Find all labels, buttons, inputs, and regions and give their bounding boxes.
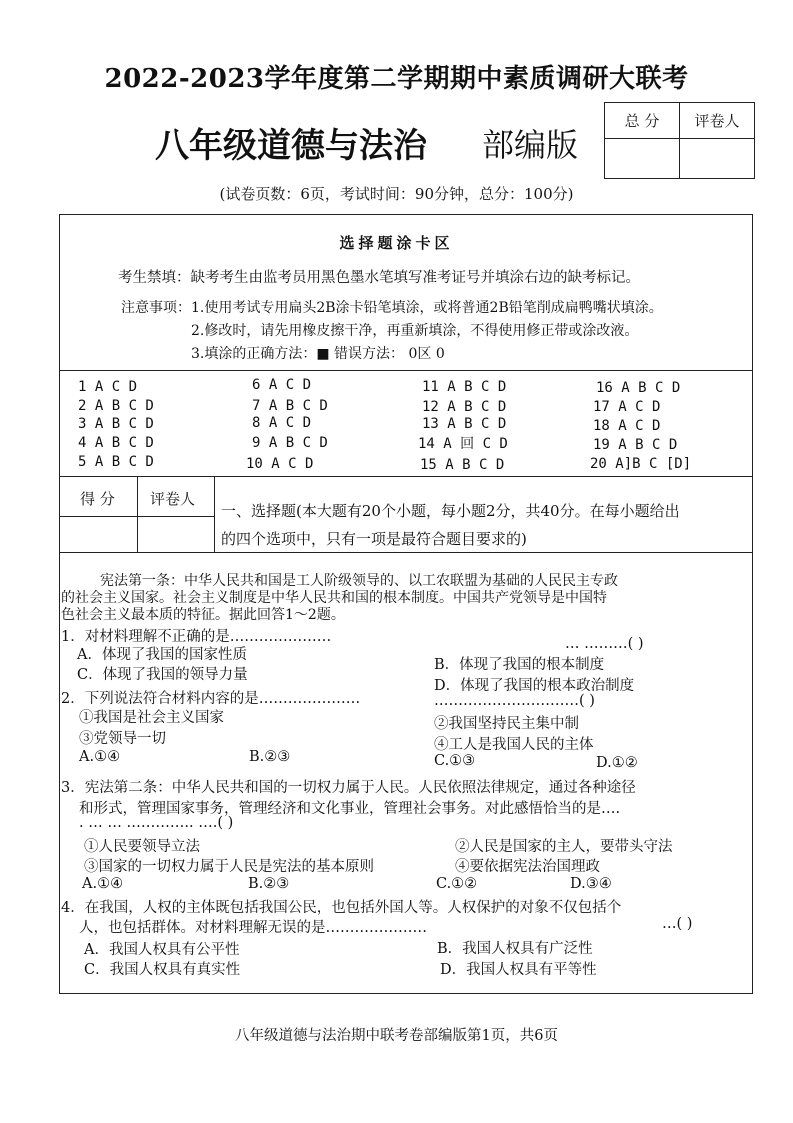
question-2-blank[interactable]: …………………………( ) xyxy=(434,693,595,709)
question-4-blank[interactable]: …( ) xyxy=(662,916,693,932)
answer-row[interactable]: 11 A B C D xyxy=(422,379,507,395)
note-line-2: 2.修改时，请先用橡皮擦干净，再重新填涂，不得使用修正带或涂改液。 xyxy=(191,323,639,339)
question-2-stem: 2．下列说法符合材料内容的是………………… xyxy=(61,691,361,707)
divider-section xyxy=(59,552,752,553)
question-3-line-1: 3．宪法第二条：中华人民共和国的一切权力属于人民。人民依照法律规定，通过各种途径 xyxy=(61,780,636,796)
question-2-option-d[interactable]: D.①② xyxy=(596,755,638,771)
passage-line: 色社会主义最本质的特征。据此回答1～2题。 xyxy=(61,607,345,623)
answer-row[interactable]: 18 A C D xyxy=(593,418,661,434)
answer-row[interactable]: 3 A B C D xyxy=(78,416,154,432)
answer-row[interactable]: 2 A B C D xyxy=(78,398,154,414)
question-1-option-c[interactable]: C．体现了我国的领导力量 xyxy=(77,667,248,683)
question-4-option-c[interactable]: C．我国人权具有真实性 xyxy=(84,962,241,978)
answer-row[interactable]: 4 A B C D xyxy=(78,435,154,451)
answer-row[interactable]: 16 A B C D xyxy=(596,380,681,396)
divider-score-col xyxy=(137,476,138,552)
edition-label: 部编版 xyxy=(482,126,579,164)
question-3-item-3: ③国家的一切权力属于人民是宪法的基本原则 xyxy=(84,859,374,875)
divider-desc-col xyxy=(214,476,215,552)
question-3-option-b[interactable]: B.②③ xyxy=(248,876,290,892)
question-1-stem: 1．对材料理解不正确的是………………… xyxy=(61,629,332,645)
question-3-option-c[interactable]: C.①② xyxy=(436,876,478,892)
question-4-option-b[interactable]: B．我国人权具有广泛性 xyxy=(437,941,593,957)
question-2-option-b[interactable]: B.②③ xyxy=(249,749,291,765)
question-1-option-b[interactable]: B．体现了我国的根本制度 xyxy=(434,657,605,673)
answer-row[interactable]: 9 A B C D xyxy=(252,435,328,451)
total-score-cell[interactable] xyxy=(605,139,680,179)
question-2-item-2: ②我国坚持民主集中制 xyxy=(434,716,579,732)
question-3-option-d[interactable]: D.③④ xyxy=(570,876,612,892)
section-grader-label: 评卷人 xyxy=(150,490,196,508)
answer-row[interactable]: 6 A C D xyxy=(252,377,312,393)
answer-row[interactable]: 14 A 回 C D xyxy=(418,436,508,452)
note-line-1: 注意事项：1.使用考试专用扁头2B涂卡铅笔填涂，或将普通2B铅笔削成扁鸭嘴状填涂。 xyxy=(121,300,663,316)
question-1-blank[interactable]: … ………( ) xyxy=(565,636,644,652)
absence-notice: 考生禁填：缺考考生由监考员用黑色墨水笔填写准考证号并填涂右边的缺考标记。 xyxy=(118,270,640,286)
divider-answers xyxy=(59,476,752,477)
question-3-option-a[interactable]: A.①④ xyxy=(82,876,124,892)
answer-row[interactable]: 10 A C D xyxy=(246,456,314,472)
question-4-line-2: 人，也包括群体。对材料理解无误的是………………… xyxy=(79,920,427,936)
answer-card-title: 选择题涂卡区 xyxy=(339,234,454,252)
grader-cell[interactable] xyxy=(680,139,755,179)
answer-row[interactable]: 8 A C D xyxy=(252,415,312,431)
answer-row[interactable]: 7 A B C D xyxy=(252,398,328,414)
answer-row[interactable]: 17 A C D xyxy=(593,399,661,415)
section-description: 一、选择题(本大题有20个小题，每小题2分，共40分。在每小题给出 xyxy=(221,502,680,520)
answer-row[interactable]: 19 A B C D xyxy=(593,437,678,453)
total-score-label: 总 分 xyxy=(605,103,680,139)
divider-notes xyxy=(59,370,752,371)
question-1-option-d[interactable]: D．体现了我国的根本政治制度 xyxy=(434,678,635,694)
subject-title: 八年级道德与法治 xyxy=(155,126,427,166)
answer-row[interactable]: 1 A C D xyxy=(78,379,138,395)
exam-title: 2022-2023学年度第二学期期中素质调研大联考 xyxy=(104,64,689,94)
answer-row[interactable]: 12 A B C D xyxy=(422,399,507,415)
exam-info: (试卷页数：6页，考试时间：90分钟，总分：100分) xyxy=(219,185,574,203)
answer-row[interactable]: 20 A]B C [D] xyxy=(590,456,692,472)
section-description-cont: 的四个选项中，只有一项是最符合题目要求的) xyxy=(221,530,527,548)
question-2-option-c[interactable]: C.①③ xyxy=(434,753,476,769)
question-4-option-a[interactable]: A．我国人权具有公平性 xyxy=(84,942,240,958)
question-3-blank[interactable]: . … … ………….. ….( ) xyxy=(79,815,234,831)
page-footer: 八年级道德与法治期中联考卷部编版第1页，共6页 xyxy=(235,1028,558,1044)
question-2-item-1: ①我国是社会主义国家 xyxy=(79,710,224,726)
question-3-item-2: ②人民是国家的主人，要带头守法 xyxy=(455,839,673,855)
score-table xyxy=(604,102,755,179)
question-4-option-d[interactable]: D．我国人权具有平等性 xyxy=(440,962,597,978)
question-1-option-a[interactable]: A．体现了我国的国家性质 xyxy=(77,647,247,663)
answer-row[interactable]: 5 A B C D xyxy=(78,454,154,470)
section-score-label: 得 分 xyxy=(80,490,115,508)
question-3-line-2: 和形式，管理国家事务，管理经济和文化事业，管理社会事务。对此感悟恰当的是…. xyxy=(79,801,621,817)
answer-row[interactable]: 13 A B C D xyxy=(422,416,507,432)
passage-line: 的社会主义国家。社会主义制度是中华人民共和国的根本制度。中国共产党领导是中国特 xyxy=(61,590,607,606)
question-2-item-3: ③党领导一切 xyxy=(79,731,166,747)
question-3-item-4: ④要依据宪法治国理政 xyxy=(455,859,600,875)
grader-label: 评卷人 xyxy=(680,103,755,139)
question-3-item-1: ①人民要领导立法 xyxy=(84,839,200,855)
question-4-line-1: 4．在我国，人权的主体既包括我国公民，也包括外国人等。人权保护的对象不仅包括个 xyxy=(61,900,622,916)
answer-row[interactable]: 15 A B C D xyxy=(420,457,505,473)
note-line-3: 3.填涂的正确方法：■ 错误方法： 0区 0 xyxy=(191,346,445,362)
question-2-item-4: ④工人是我国人民的主体 xyxy=(434,737,594,753)
passage-line: 宪法第一条：中华人民共和国是工人阶级领导的、以工农联盟为基础的人民民主专政 xyxy=(100,573,618,589)
question-2-option-a[interactable]: A.①④ xyxy=(79,749,121,765)
